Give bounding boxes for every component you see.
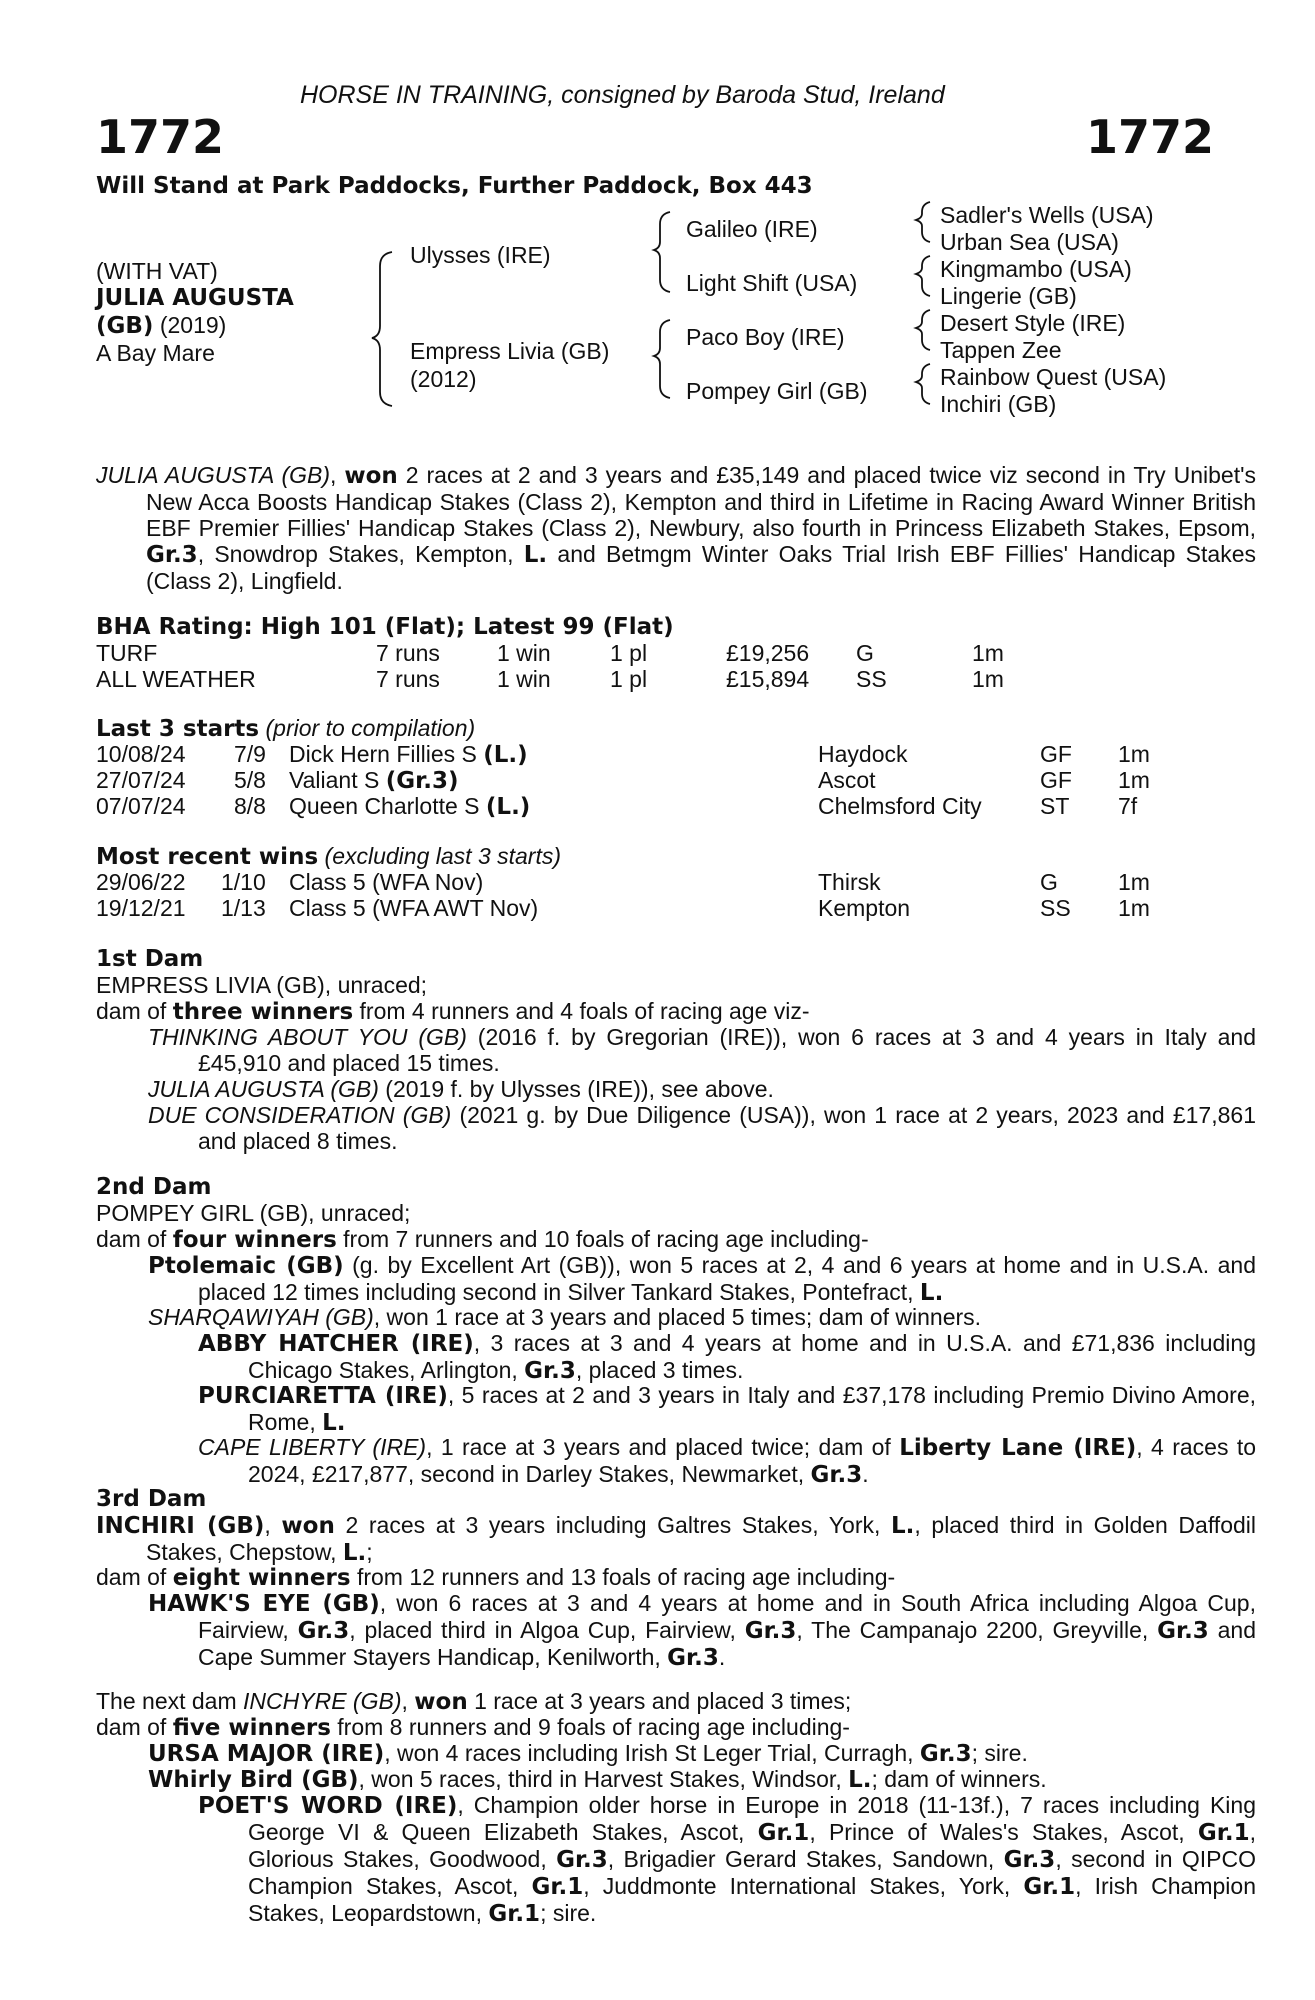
produce-entry bbox=[148, 1740, 1206, 1767]
produce-detail: , Prince of Wales's Stakes, Ascot, bbox=[809, 1819, 1198, 1845]
win-going: SS bbox=[1040, 895, 1071, 921]
produce-entry bbox=[198, 1330, 1256, 1384]
pedigree-sire-sire: Galileo (IRE) bbox=[686, 216, 818, 242]
produce-detail: , Champion older horse in Europe in 2018 (11-13f.), 7 races including King George VI & Queen Elizabeth Stakes, Ascot, bbox=[248, 1792, 1256, 1845]
grade-label: Gr.3 bbox=[297, 1618, 350, 1644]
winners-count: three winners bbox=[172, 999, 354, 1025]
winners-count: eight winners bbox=[172, 1565, 351, 1591]
start-distance: 1m bbox=[1118, 767, 1150, 793]
pedigree-dam: Empress Livia (GB) bbox=[410, 338, 610, 364]
rating-cell: 1m bbox=[972, 666, 1004, 692]
produce-entry bbox=[148, 1024, 1256, 1076]
win-race: Class 5 (WFA AWT Nov) bbox=[289, 895, 539, 921]
produce-detail: and Cape Summer Stayers Handicap, Kenilworth, bbox=[198, 1617, 1257, 1670]
third-dam-produce bbox=[96, 1564, 895, 1591]
third-dam-title: 3rd Dam bbox=[96, 1486, 207, 1512]
pedigree-dam-dam: Pompey Girl (GB) bbox=[686, 378, 868, 404]
pedigree-sire-dam: Light Shift (USA) bbox=[686, 270, 858, 296]
produce-entry bbox=[148, 1304, 1206, 1330]
rating-cell: 1 win bbox=[497, 666, 551, 692]
recent-note: (excluding last 3 starts) bbox=[318, 843, 562, 869]
win-position: 1/13 bbox=[221, 895, 266, 921]
second-dam-title: 2nd Dam bbox=[96, 1174, 212, 1200]
rating-cell: ALL WEATHER bbox=[96, 666, 256, 692]
produce-detail: , 4 races to 2024, £217,877, second in Darley Stakes, Newmarket, bbox=[248, 1434, 1257, 1487]
produce-detail: , Juddmonte International Stakes, York, bbox=[583, 1873, 1024, 1899]
grade-label: Gr.3 bbox=[1003, 1847, 1056, 1873]
vat-label: (WITH VAT) bbox=[96, 258, 218, 284]
second-dam-produce bbox=[96, 1226, 869, 1253]
produce-name: HAWK'S EYE (GB) bbox=[148, 1591, 380, 1617]
produce-detail: , won 5 races, third in Harvest Stakes, Windsor, bbox=[358, 1766, 849, 1792]
produce-name: SHARQAWIYAH (GB) bbox=[148, 1304, 374, 1330]
produce-text: from 12 runners and 13 foals of racing age including- bbox=[350, 1564, 896, 1590]
produce-entry bbox=[148, 1766, 1206, 1793]
win-course: Thirsk bbox=[818, 869, 881, 895]
last3-title bbox=[96, 715, 475, 742]
produce-entry bbox=[148, 1102, 1256, 1154]
produce-entry bbox=[148, 1076, 1256, 1102]
second-dam-line: POMPEY GIRL (GB), unraced; bbox=[96, 1200, 411, 1226]
grade-label: Gr.3 bbox=[556, 1847, 608, 1873]
won-label: won bbox=[344, 463, 398, 489]
horse-name: JULIA AUGUSTA bbox=[96, 285, 294, 311]
produce-detail: (2021 g. by Due Diligence (USA)), won 1 race at 2 years, 2023 and £17,861 and placed 8 times. bbox=[198, 1102, 1256, 1154]
grade-label: Gr.3 bbox=[667, 1645, 719, 1671]
produce-text: , bbox=[401, 1688, 415, 1714]
win-date: 19/12/21 bbox=[96, 895, 186, 921]
produce-name: URSA MAJOR (IRE) bbox=[148, 1741, 385, 1767]
win-date: 29/06/22 bbox=[96, 869, 186, 895]
produce-detail: (2016 f. by Gregorian (IRE)), won 6 races at 3 and 4 years in Italy and £45,910 and placed 15 times. bbox=[198, 1024, 1256, 1076]
start-date: 10/08/24 bbox=[96, 741, 186, 767]
recent-title bbox=[96, 843, 561, 870]
third-dam-line: INCHIRI (GB), won 2 races at 3 years including Galtres Stakes, York, L., placed third in Golden Daffodil Stakes, Chepstow, L.; bbox=[96, 1512, 1256, 1566]
grade-label: Gr.1 bbox=[1023, 1874, 1076, 1900]
summary-text-1: 2 races at 2 and 3 years and £35,149 and placed twice viz second in Try Unibet's New Acca Boosts Handicap Stakes (Class 2), Kempton and third in Lifetime in Racing Award Winner British EBF Premier Fillies' Handicap Stakes (Class 2), Newbury, also fourth in Princess Elizabeth Stakes, Epsom, bbox=[146, 462, 1257, 541]
pedigree-sss: Sadler's Wells (USA) bbox=[940, 202, 1154, 228]
start-distance: 7f bbox=[1118, 793, 1138, 819]
listed-label: L. bbox=[891, 1513, 915, 1539]
rating-cell: 1 pl bbox=[610, 640, 648, 666]
won-label: won bbox=[281, 1513, 335, 1539]
last3-heading: Last 3 starts bbox=[96, 716, 260, 742]
produce-detail: . bbox=[862, 1461, 869, 1487]
rating-cell: G bbox=[856, 640, 874, 666]
winners-count: five winners bbox=[172, 1715, 331, 1741]
race-summary: JULIA AUGUSTA (GB), won 2 races at 2 and 3 years and £35,149 and placed twice viz second in Try Unibet's New Acca Boosts Handicap Stakes (Class 2), Kempton and third in Lifetime in Racing Award Winner British EBF Premier Fillies' Handicap Stakes (Class 2), Newbury, also fourth in Princess Elizabeth Stakes, Epsom, Gr.3, Snowdrop Stakes, Kempton, L. and Betmgm Winter Oaks Trial Irish EBF Fillies' Handicap Stakes (Class 2), Lingfield. bbox=[96, 462, 1257, 594]
produce-name: POET'S WORD (IRE) bbox=[198, 1793, 458, 1819]
produce-detail: , 5 races at 2 and 3 years in Italy and £37,178 including Premio Divino Amore, Rome, bbox=[248, 1382, 1256, 1435]
produce-detail: , 1 race at 3 years and placed twice; dam of bbox=[426, 1434, 900, 1460]
start-distance: 1m bbox=[1118, 741, 1150, 767]
produce-name: INCHYRE (GB) bbox=[243, 1688, 402, 1714]
pedigree-dss: Desert Style (IRE) bbox=[940, 310, 1126, 336]
produce-detail: ; dam of winners. bbox=[871, 1766, 1047, 1792]
produce-detail: , placed third in Algoa Cup, Fairview, bbox=[349, 1617, 745, 1643]
listed-label: L. bbox=[523, 542, 548, 568]
grade-label: Gr.3 bbox=[744, 1618, 797, 1644]
last3-note: (prior to compilation) bbox=[259, 715, 476, 741]
recent-heading: Most recent wins bbox=[96, 844, 319, 870]
start-position: 8/8 bbox=[234, 793, 266, 819]
grade-label: Gr.1 bbox=[1197, 1820, 1250, 1846]
produce-name: ABBY HATCHER (IRE) bbox=[198, 1331, 474, 1357]
first-dam-produce bbox=[96, 998, 810, 1025]
produce-detail: ; bbox=[366, 1539, 373, 1565]
rating-cell: 1 win bbox=[497, 640, 551, 666]
race-name: Valiant S bbox=[289, 767, 386, 793]
start-race bbox=[289, 741, 528, 768]
produce-name: Ptolemaic (GB) bbox=[148, 1253, 344, 1279]
horse-year: (2019) bbox=[153, 312, 227, 338]
first-dam-title: 1st Dam bbox=[96, 946, 204, 972]
produce-name: Liberty Lane (IRE) bbox=[899, 1435, 1137, 1461]
grade-label: Gr.3 bbox=[524, 1358, 576, 1384]
pedigree-sire: Ulysses (IRE) bbox=[410, 242, 551, 268]
produce-detail: , 3 races at 3 and 4 years at home and in U.S.A. and £71,836 including Chicago Stakes, Arlington, bbox=[248, 1330, 1256, 1383]
produce-text: from 7 runners and 10 foals of racing age including- bbox=[336, 1226, 869, 1252]
start-position: 5/8 bbox=[234, 767, 266, 793]
pedigree-ssd: Urban Sea (USA) bbox=[940, 229, 1119, 255]
produce-detail: , Irish Champion Stakes, Leopardstown, bbox=[248, 1873, 1256, 1926]
produce-detail: , Glorious Stakes, Goodwood, bbox=[248, 1819, 1256, 1872]
produce-name: INCHIRI (GB) bbox=[96, 1513, 265, 1539]
grade-label: Gr.1 bbox=[531, 1874, 584, 1900]
produce-text: from 8 runners and 9 foals of racing age including- bbox=[330, 1714, 850, 1740]
start-course: Ascot bbox=[818, 767, 876, 793]
grade-label: Gr.1 bbox=[488, 1901, 541, 1927]
grade-label: Gr.3 bbox=[919, 1741, 972, 1767]
produce-text: dam of bbox=[96, 1714, 173, 1740]
rating-cell: 7 runs bbox=[376, 666, 440, 692]
grade-label: Gr.3 bbox=[1157, 1618, 1209, 1644]
produce-text: dam of bbox=[96, 1564, 173, 1590]
produce-entry bbox=[148, 1252, 1256, 1306]
pedigree-dam-year: (2012) bbox=[410, 366, 477, 392]
produce-detail: 2 races at 3 years including Galtres Stakes, York, bbox=[334, 1512, 891, 1538]
start-going: ST bbox=[1040, 793, 1070, 819]
produce-text: from 4 runners and 4 foals of racing age viz- bbox=[353, 998, 810, 1024]
produce-text: The next dam bbox=[96, 1688, 244, 1714]
summary-text-3: and Betmgm Winter Oaks Trial Irish EBF Fillies' Handicap Stakes (Class 2), Lingfield. bbox=[146, 541, 1257, 594]
horse-description: A Bay Mare bbox=[96, 340, 215, 366]
start-date: 07/07/24 bbox=[96, 793, 186, 819]
start-going: GF bbox=[1040, 767, 1072, 793]
horse-country: (GB) bbox=[96, 313, 154, 339]
first-dam-line: EMPRESS LIVIA (GB), unraced; bbox=[96, 972, 428, 998]
race-grade: (L.) bbox=[485, 794, 531, 820]
produce-name: CAPE LIBERTY (IRE) bbox=[198, 1434, 427, 1460]
summary-horse-name: JULIA AUGUSTA (GB) bbox=[96, 462, 331, 488]
produce-name: THINKING ABOUT YOU (GB) bbox=[148, 1024, 467, 1050]
grade-label: Gr.1 bbox=[757, 1820, 810, 1846]
grade-label: Gr.3 bbox=[810, 1462, 863, 1488]
summary-text-2: , Snowdrop Stakes, Kempton, bbox=[197, 541, 524, 567]
produce-detail: , placed third in Golden Daffodil Stakes, Chepstow, bbox=[146, 1512, 1256, 1565]
lot-number-left: 1772 bbox=[96, 110, 225, 164]
rating-cell: £15,894 bbox=[726, 666, 810, 692]
produce-detail: , placed 3 times. bbox=[575, 1357, 744, 1383]
pedigree-dsd: Tappen Zee bbox=[940, 337, 1062, 363]
produce-text: dam of bbox=[96, 1226, 173, 1252]
catalogue-header: HORSE IN TRAINING, consigned by Baroda Stud, Ireland bbox=[300, 81, 945, 109]
start-course: Chelmsford City bbox=[818, 793, 982, 819]
rating-cell: 1 pl bbox=[610, 666, 648, 692]
produce-detail: . bbox=[718, 1644, 726, 1670]
produce-name: Whirly Bird (GB) bbox=[148, 1767, 359, 1793]
rating-title: BHA Rating: High 101 (Flat); Latest 99 (Flat) bbox=[96, 614, 674, 640]
lot-number-right: 1772 bbox=[1086, 110, 1215, 164]
start-race bbox=[289, 793, 530, 820]
grade-label: Gr.3 bbox=[146, 542, 198, 568]
race-grade: (L.) bbox=[483, 742, 528, 768]
produce-entry bbox=[148, 1590, 1256, 1671]
produce-detail: , The Campanajo 2200, Greyville, bbox=[796, 1617, 1158, 1643]
pedigree-dds: Rainbow Quest (USA) bbox=[940, 364, 1167, 390]
produce-text: 1 race at 3 years and placed 3 times; bbox=[467, 1688, 852, 1714]
produce-entry bbox=[198, 1434, 1256, 1488]
rating-cell: 7 runs bbox=[376, 640, 440, 666]
rating-cell: 1m bbox=[972, 640, 1004, 666]
start-position: 7/9 bbox=[234, 741, 266, 767]
won-label: won bbox=[414, 1689, 468, 1715]
produce-detail: (2019 f. by Ulysses (IRE)), see above. bbox=[378, 1076, 774, 1102]
produce-text: dam of bbox=[96, 998, 173, 1024]
rating-cell: TURF bbox=[96, 640, 158, 666]
produce-name: JULIA AUGUSTA (GB) bbox=[148, 1076, 379, 1102]
win-distance: 1m bbox=[1118, 869, 1150, 895]
next-dam-produce bbox=[96, 1714, 850, 1741]
winners-count: four winners bbox=[172, 1227, 337, 1253]
produce-entry bbox=[198, 1382, 1256, 1436]
win-going: G bbox=[1040, 869, 1058, 895]
start-course: Haydock bbox=[818, 741, 908, 767]
produce-detail: , won 1 race at 3 years and placed 5 times; dam of winners. bbox=[373, 1304, 982, 1330]
produce-detail: , second in QIPCO Champion Stakes, Ascot, bbox=[248, 1846, 1256, 1899]
produce-entry bbox=[198, 1792, 1256, 1927]
listed-label: L. bbox=[919, 1280, 944, 1306]
produce-detail: , won 6 races at 3 and 4 years at home and in South Africa including Algoa Cup, Fairview, bbox=[198, 1590, 1256, 1643]
race-name: Dick Hern Fillies S bbox=[289, 741, 484, 767]
produce-detail: , Brigadier Gerard Stakes, Sandown, bbox=[607, 1846, 1004, 1872]
produce-detail: ; sire. bbox=[971, 1740, 1028, 1766]
produce-detail: (g. by Excellent Art (GB)), won 5 races at 2, 4 and 6 years at home and in U.S.A. and placed 12 times including second in Silver Tankard Stakes, Pontefract, bbox=[198, 1252, 1256, 1305]
race-name: Queen Charlotte S bbox=[289, 793, 486, 819]
race-grade: (Gr.3) bbox=[385, 768, 459, 794]
pedigree-sdd: Lingerie (GB) bbox=[940, 283, 1077, 309]
pedigree-sds: Kingmambo (USA) bbox=[940, 256, 1132, 282]
win-course: Kempton bbox=[818, 895, 911, 921]
rating-cell: £19,256 bbox=[726, 640, 810, 666]
pedigree-dam-sire: Paco Boy (IRE) bbox=[686, 324, 845, 350]
stand-location: Will Stand at Park Paddocks, Further Paddock, Box 443 bbox=[96, 173, 813, 199]
produce-name: PURCIARETTA (IRE) bbox=[198, 1383, 448, 1409]
start-date: 27/07/24 bbox=[96, 767, 186, 793]
produce-detail: , won 4 races including Irish St Leger Trial, Curragh, bbox=[384, 1740, 920, 1766]
produce-name: DUE CONSIDERATION (GB) bbox=[148, 1102, 452, 1128]
listed-label: L. bbox=[322, 1410, 346, 1436]
listed-label: L. bbox=[342, 1540, 367, 1566]
listed-label: L. bbox=[848, 1767, 872, 1793]
start-going: GF bbox=[1040, 741, 1072, 767]
pedigree-ddd: Inchiri (GB) bbox=[940, 391, 1057, 417]
win-race: Class 5 (WFA Nov) bbox=[289, 869, 484, 895]
win-position: 1/10 bbox=[221, 869, 266, 895]
rating-cell: SS bbox=[856, 666, 887, 692]
win-distance: 1m bbox=[1118, 895, 1150, 921]
start-race bbox=[289, 767, 458, 794]
produce-detail: ; sire. bbox=[540, 1900, 597, 1926]
next-dam-line bbox=[96, 1688, 851, 1715]
